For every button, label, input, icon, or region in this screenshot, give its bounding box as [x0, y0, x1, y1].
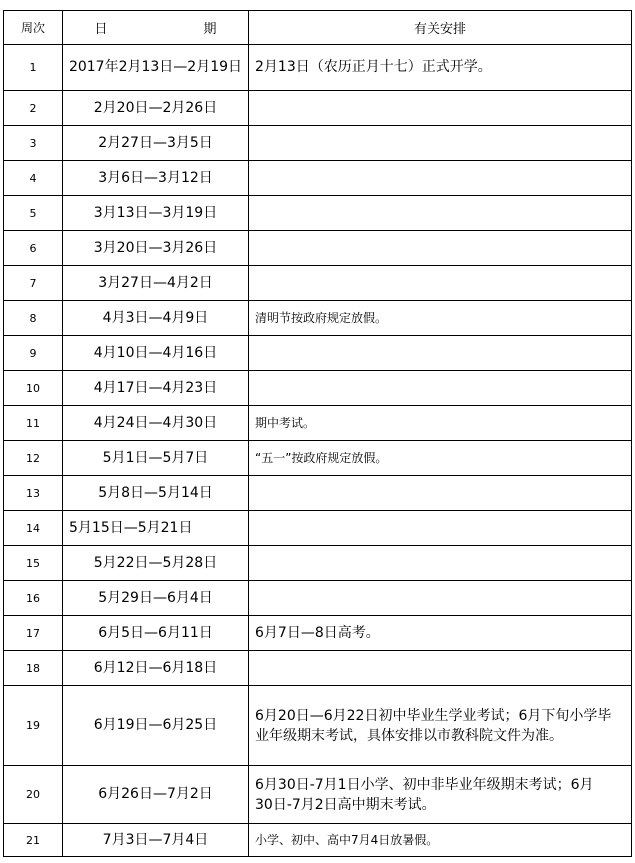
note-cell: [249, 91, 632, 126]
header-notes: 有关安排: [249, 11, 632, 45]
table-row: [4, 196, 632, 231]
week-cell: 19: [4, 686, 63, 766]
week-cell: 16: [4, 581, 63, 616]
date-cell: 3月27日—4月2日: [63, 266, 249, 301]
week-cell: 14: [4, 511, 63, 546]
table-row: [4, 651, 632, 686]
date-cell: 6月26日—7月2日: [63, 766, 249, 824]
note-cell: [249, 231, 632, 266]
date-cell: 6月12日—6月18日: [63, 651, 249, 686]
note-cell: 6月30日-7月1日小学、初中非毕业年级期末考试；6月30日-7月2日高中期末考试。: [249, 766, 632, 824]
week-cell: 17: [4, 616, 63, 651]
note-cell: [249, 511, 632, 546]
note-cell: [249, 546, 632, 581]
table-row: [4, 126, 632, 161]
table-row: [4, 406, 632, 441]
table-row: [4, 91, 632, 126]
header-date-a: 日: [94, 22, 108, 37]
date-cell: 2月20日—2月26日: [63, 91, 249, 126]
schedule-table: [3, 10, 632, 857]
note-cell: 6月7日—8日高考。: [249, 616, 632, 651]
note-cell: “五一”按政府规定放假。: [249, 441, 632, 476]
note-cell: [249, 196, 632, 231]
note-cell: [249, 651, 632, 686]
note-cell: 2月13日（农历正月十七）正式开学。: [249, 45, 632, 91]
date-cell: 6月19日—6月25日: [63, 686, 249, 766]
table-row: [4, 686, 632, 766]
note-cell: [249, 266, 632, 301]
note-cell: [249, 336, 632, 371]
header-row: [4, 11, 632, 45]
note-cell: 期中考试。: [249, 406, 632, 441]
table-row: [4, 441, 632, 476]
week-cell: 2: [4, 91, 63, 126]
date-cell: 4月3日—4月9日: [63, 301, 249, 336]
table-row: [4, 231, 632, 266]
date-cell: 5月15日—5月21日: [63, 511, 249, 546]
week-cell: 6: [4, 231, 63, 266]
week-cell: 1: [4, 45, 63, 91]
table-row: [4, 266, 632, 301]
date-cell: 6月5日—6月11日: [63, 616, 249, 651]
note-cell: 6月20日—6月22日初中毕业生学业考试；6月下旬小学毕业年级期末考试，具体安排以市教科院文件为准。: [249, 686, 632, 766]
date-cell: 5月8日—5月14日: [63, 476, 249, 511]
header-date-b: 期: [203, 22, 217, 37]
note-cell: [249, 161, 632, 196]
note-cell: [249, 371, 632, 406]
week-cell: 9: [4, 336, 63, 371]
week-cell: 3: [4, 126, 63, 161]
table-row: [4, 45, 632, 91]
table-row: [4, 511, 632, 546]
table-row: [4, 546, 632, 581]
table-row: [4, 476, 632, 511]
week-cell: 13: [4, 476, 63, 511]
date-cell: 3月13日—3月19日: [63, 196, 249, 231]
date-cell: 3月6日—3月12日: [63, 161, 249, 196]
table-row: [4, 824, 632, 857]
note-cell: [249, 126, 632, 161]
week-cell: 15: [4, 546, 63, 581]
table-row: [4, 161, 632, 196]
week-cell: 11: [4, 406, 63, 441]
table-row: [4, 301, 632, 336]
date-cell: 5月1日—5月7日: [63, 441, 249, 476]
date-cell: 5月29日—6月4日: [63, 581, 249, 616]
week-cell: 12: [4, 441, 63, 476]
week-cell: 20: [4, 766, 63, 824]
table-row: [4, 371, 632, 406]
week-cell: 10: [4, 371, 63, 406]
note-cell: [249, 581, 632, 616]
header-week: 周次: [4, 11, 63, 45]
note-cell: 小学、初中、高中7月4日放暑假。: [249, 824, 632, 857]
date-cell: 3月20日—3月26日: [63, 231, 249, 266]
week-cell: 8: [4, 301, 63, 336]
week-cell: 21: [4, 824, 63, 857]
date-cell: 4月10日—4月16日: [63, 336, 249, 371]
date-cell: 5月22日—5月28日: [63, 546, 249, 581]
date-cell: 2月27日—3月5日: [63, 126, 249, 161]
table-row: [4, 581, 632, 616]
week-cell: 4: [4, 161, 63, 196]
note-cell: [249, 476, 632, 511]
table-row: [4, 336, 632, 371]
table-row: [4, 766, 632, 824]
note-cell: 清明节按政府规定放假。: [249, 301, 632, 336]
table-row: [4, 616, 632, 651]
date-cell: 7月3日—7月4日: [63, 824, 249, 857]
week-cell: 5: [4, 196, 63, 231]
date-cell: 2017年2月13日—2月19日: [63, 45, 249, 91]
date-cell: 4月24日—4月30日: [63, 406, 249, 441]
week-cell: 7: [4, 266, 63, 301]
week-cell: 18: [4, 651, 63, 686]
date-cell: 4月17日—4月23日: [63, 371, 249, 406]
header-date: [63, 11, 249, 45]
